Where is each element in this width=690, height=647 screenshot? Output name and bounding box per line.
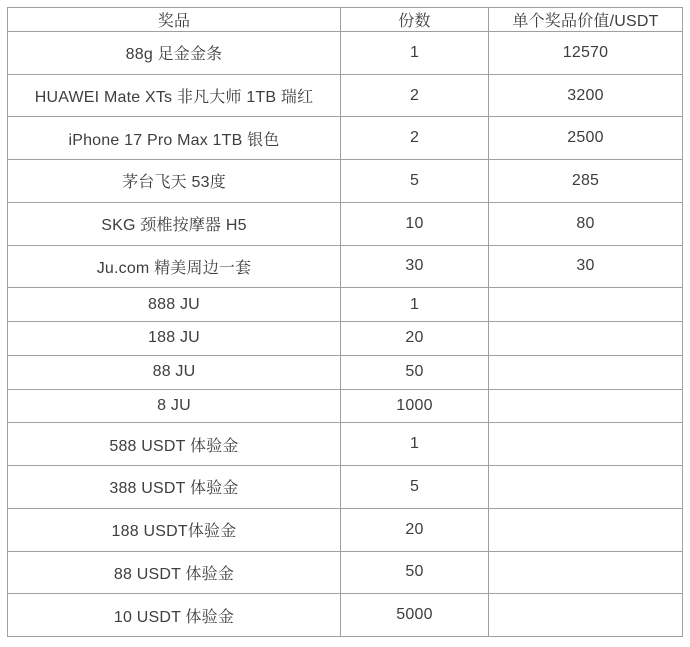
table-body bbox=[8, 32, 683, 637]
table-row bbox=[8, 117, 683, 160]
table-cell: 88 JU bbox=[8, 355, 341, 389]
table-cell: 20 bbox=[341, 508, 489, 551]
table-cell bbox=[489, 466, 683, 509]
table-cell: 1 bbox=[341, 32, 489, 75]
table-row bbox=[8, 551, 683, 594]
table-cell: HUAWEI Mate XTs 非凡大师 1TB 瑞红 bbox=[8, 74, 341, 117]
column-header: 奖品 bbox=[8, 8, 341, 32]
table-cell: 588 USDT 体验金 bbox=[8, 423, 341, 466]
table-cell: 50 bbox=[341, 355, 489, 389]
table-cell: 30 bbox=[341, 245, 489, 288]
table-cell: 1 bbox=[341, 288, 489, 322]
table-row bbox=[8, 423, 683, 466]
table-row bbox=[8, 508, 683, 551]
table-cell: 8 JU bbox=[8, 389, 341, 423]
prize-table bbox=[7, 7, 683, 637]
table-cell: 88g 足金金条 bbox=[8, 32, 341, 75]
column-header: 单个奖品价值/USDT bbox=[489, 8, 683, 32]
table-cell bbox=[489, 355, 683, 389]
table-cell bbox=[489, 322, 683, 356]
column-header: 份数 bbox=[341, 8, 489, 32]
table-cell: 888 JU bbox=[8, 288, 341, 322]
table-row bbox=[8, 160, 683, 203]
table-row bbox=[8, 389, 683, 423]
table-cell bbox=[489, 551, 683, 594]
table-cell: Ju.com 精美周边一套 bbox=[8, 245, 341, 288]
table-cell: 1 bbox=[341, 423, 489, 466]
table-cell: 30 bbox=[489, 245, 683, 288]
table-cell: 5 bbox=[341, 466, 489, 509]
table-row bbox=[8, 202, 683, 245]
table-row bbox=[8, 355, 683, 389]
table-cell bbox=[489, 508, 683, 551]
table-cell: 88 USDT 体验金 bbox=[8, 551, 341, 594]
table-row bbox=[8, 32, 683, 75]
table-cell: 50 bbox=[341, 551, 489, 594]
header-row bbox=[8, 8, 683, 32]
table-cell: 2 bbox=[341, 74, 489, 117]
table-cell bbox=[489, 594, 683, 637]
table-cell bbox=[489, 389, 683, 423]
table-cell: iPhone 17 Pro Max 1TB 银色 bbox=[8, 117, 341, 160]
table-cell: 5 bbox=[341, 160, 489, 203]
table-cell bbox=[489, 288, 683, 322]
table-cell: 茅台飞天 53度 bbox=[8, 160, 341, 203]
table-cell: 1000 bbox=[341, 389, 489, 423]
table-cell: 5000 bbox=[341, 594, 489, 637]
table-cell: 2 bbox=[341, 117, 489, 160]
table-cell: SKG 颈椎按摩器 H5 bbox=[8, 202, 341, 245]
table-cell: 388 USDT 体验金 bbox=[8, 466, 341, 509]
table-cell: 285 bbox=[489, 160, 683, 203]
table-cell: 12570 bbox=[489, 32, 683, 75]
table-cell: 20 bbox=[341, 322, 489, 356]
table-cell: 188 JU bbox=[8, 322, 341, 356]
table-cell: 2500 bbox=[489, 117, 683, 160]
table-cell: 10 bbox=[341, 202, 489, 245]
table-cell: 80 bbox=[489, 202, 683, 245]
table-row bbox=[8, 74, 683, 117]
table-cell bbox=[489, 423, 683, 466]
table-row bbox=[8, 594, 683, 637]
table-row bbox=[8, 466, 683, 509]
table-cell: 10 USDT 体验金 bbox=[8, 594, 341, 637]
table-row bbox=[8, 245, 683, 288]
table-row bbox=[8, 288, 683, 322]
table-cell: 188 USDT体验金 bbox=[8, 508, 341, 551]
table-cell: 3200 bbox=[489, 74, 683, 117]
table-row bbox=[8, 322, 683, 356]
